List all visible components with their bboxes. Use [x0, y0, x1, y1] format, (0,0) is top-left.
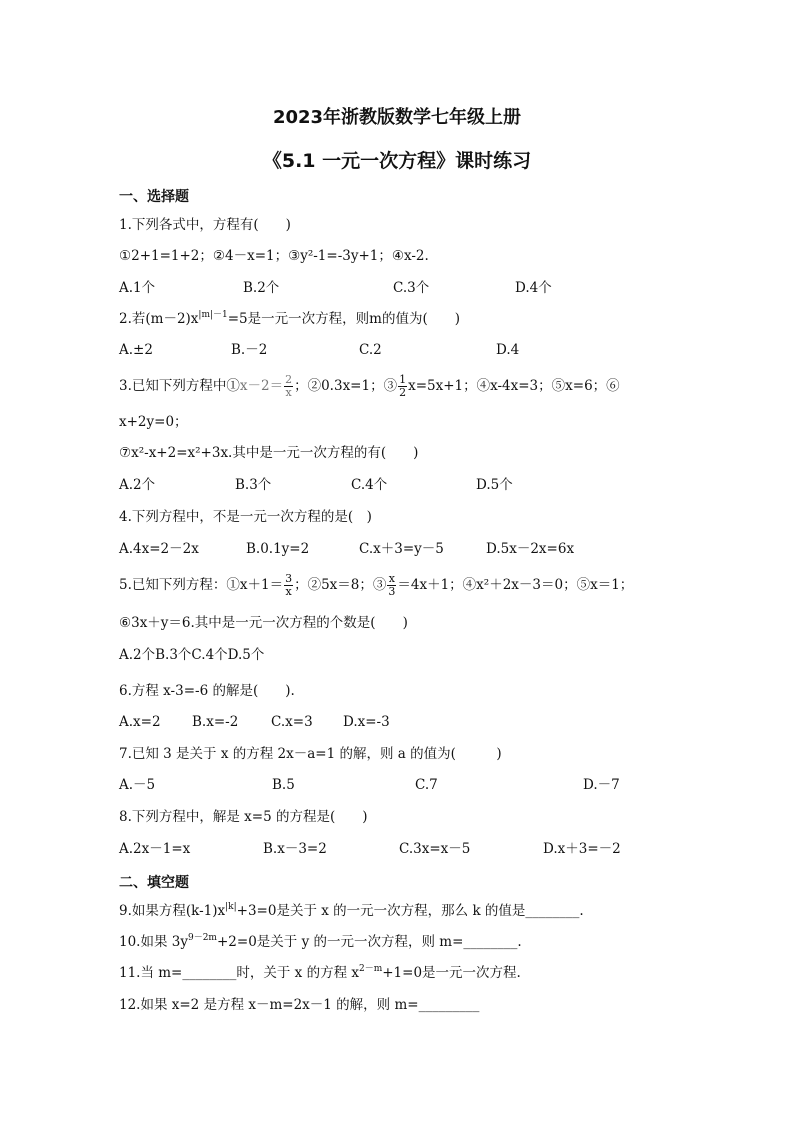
question-11-stem-b: +1=0是一元一次方程. — [382, 965, 521, 981]
question-5-stem-a: 5.已知下列方程：①x＋1＝ — [119, 577, 284, 593]
question-2-stem-b: =5是一元一次方程，则m的值为( ) — [227, 311, 460, 327]
question-8-option-b: B.x－3=2 — [263, 841, 327, 857]
question-3-stem — [119, 374, 620, 399]
question-2-stem — [119, 309, 460, 329]
question-1-option-a: A.1个 — [119, 280, 156, 296]
page-title: 2023年浙教版数学七年级上册 — [272, 107, 522, 128]
question-3-option-a: A.2个 — [119, 477, 156, 493]
question-7-option-a: A.－5 — [119, 777, 156, 793]
question-11-exponent: 2－m — [358, 964, 383, 974]
question-6-option-c: C.x=3 — [271, 714, 313, 730]
question-2-option-a: A.±2 — [119, 342, 153, 358]
question-8-option-d: D.x＋3=－2 — [543, 841, 621, 857]
question-10-exponent: 9－2m — [187, 933, 217, 943]
question-5-stem-c: ＝4x＋1；④x²＋2x－3＝0；⑤x＝1； — [397, 577, 634, 593]
question-8-stem: 8.下列方程中，解是 x=5 的方程是( ) — [119, 809, 368, 825]
question-9-stem — [119, 901, 584, 921]
question-1-option-d: D.4个 — [515, 280, 552, 296]
question-9-stem-a: 9.如果方程(k-1)x — [119, 903, 226, 919]
fraction-numerator: 3 — [285, 572, 293, 585]
question-2-stem-a: 2.若(m－2)x — [119, 311, 199, 327]
question-7-option-b: B.5 — [272, 777, 295, 793]
question-5-line-2: ⑥3x＋y＝6.其中是一元一次方程的个数是( ) — [119, 615, 408, 631]
question-5-fraction-3-over-x — [284, 573, 293, 598]
question-3-line-2: x+2y=0； — [119, 414, 188, 430]
fraction-denominator: x — [285, 585, 292, 598]
question-5-stem — [119, 573, 633, 598]
question-8-option-c: C.3x=x－5 — [399, 841, 471, 857]
question-3-stem-a: 3.已知下列方程中① — [119, 378, 240, 394]
fraction-numerator: 1 — [399, 373, 407, 386]
question-5-stem-b: ；②5x＝8；③ — [294, 577, 387, 593]
question-7-option-d: D.－7 — [583, 777, 620, 793]
question-3-fraction-one-half — [398, 374, 407, 399]
question-6-stem: 6.方程 x-3=-6 的解是( ). — [119, 683, 295, 699]
question-1-option-c: C.3个 — [393, 280, 430, 296]
fraction-denominator: 3 — [388, 585, 396, 598]
question-10-stem — [119, 932, 522, 952]
fraction-numerator: 2 — [285, 373, 293, 386]
question-6-option-a: A.x=2 — [119, 714, 161, 730]
question-6-option-b: B.x=-2 — [192, 714, 239, 730]
question-4-option-b: B.0.1y=2 — [246, 541, 310, 557]
question-3-line-3: ⑦x²-x+2=x²+3x.其中是一元一次方程的有( ) — [119, 445, 419, 461]
question-3-option-c: C.4个 — [351, 477, 388, 493]
question-3-option-b: B.3个 — [235, 477, 272, 493]
question-1-stem: 1.下列各式中，方程有( ) — [119, 217, 291, 233]
question-4-option-d: D.5x－2x=6x — [486, 541, 575, 557]
question-5-options: A.2个B.3个C.4个D.5个 — [119, 647, 265, 663]
page-subtitle: 《5.1 一元一次方程》课时练习 — [262, 150, 532, 172]
fraction-denominator: 2 — [399, 386, 407, 399]
question-11-stem — [119, 963, 521, 983]
question-2-exponent: |m|－1 — [198, 310, 228, 320]
question-5-fraction-x-over-3 — [387, 573, 396, 598]
section-heading-fill-in: 二、填空题 — [119, 875, 189, 891]
question-7-option-c: C.7 — [415, 777, 438, 793]
question-8-option-a: A.2x－1=x — [119, 841, 191, 857]
fraction-numerator: x — [388, 572, 395, 585]
section-heading-choice: 一、选择题 — [119, 189, 189, 205]
question-3-stem-b: ；②0.3x=1；③ — [294, 378, 398, 394]
question-9-exponent: |k| — [225, 902, 237, 912]
question-3-equation-1-left: x－2＝ — [239, 378, 284, 394]
question-1-option-b: B.2个 — [243, 280, 280, 296]
question-4-option-c: C.x＋3=y－5 — [359, 541, 444, 557]
question-3-option-d: D.5个 — [476, 477, 513, 493]
question-4-option-a: A.4x=2－2x — [119, 541, 199, 557]
question-2-option-d: D.4 — [496, 342, 520, 358]
question-11-stem-a: 11.当 m=________时，关于 x 的方程 x — [119, 965, 359, 981]
question-3-equation-1 — [239, 373, 294, 399]
question-4-stem: 4.下列方程中，不是一元一次方程的是( ) — [119, 509, 372, 525]
question-3-stem-c: x=5x+1；④x-4x=3；⑤x=6；⑥ — [408, 378, 620, 394]
question-3-fraction-2-over-x — [284, 374, 293, 399]
question-2-option-b: B.－2 — [231, 342, 268, 358]
question-12-stem: 12.如果 x=2 是方程 x－m=2x－1 的解，则 m=_________ — [119, 997, 480, 1013]
question-6-option-d: D.x=-3 — [343, 714, 390, 730]
question-7-stem: 7.已知 3 是关于 x 的方程 2x－a=1 的解，则 a 的值为( ) — [119, 746, 502, 762]
question-9-stem-b: +3=0是关于 x 的一元一次方程，那么 k 的值是________. — [236, 903, 584, 919]
question-10-stem-a: 10.如果 3y — [119, 934, 188, 950]
fraction-denominator: x — [285, 386, 292, 399]
question-1-items: ①2+1=1+2；②4－x=1；③y²-1=-3y+1；④x-2. — [119, 248, 429, 264]
question-2-option-c: C.2 — [359, 342, 382, 358]
question-10-stem-b: +2=0是关于 y 的一元一次方程，则 m=________. — [216, 934, 522, 950]
